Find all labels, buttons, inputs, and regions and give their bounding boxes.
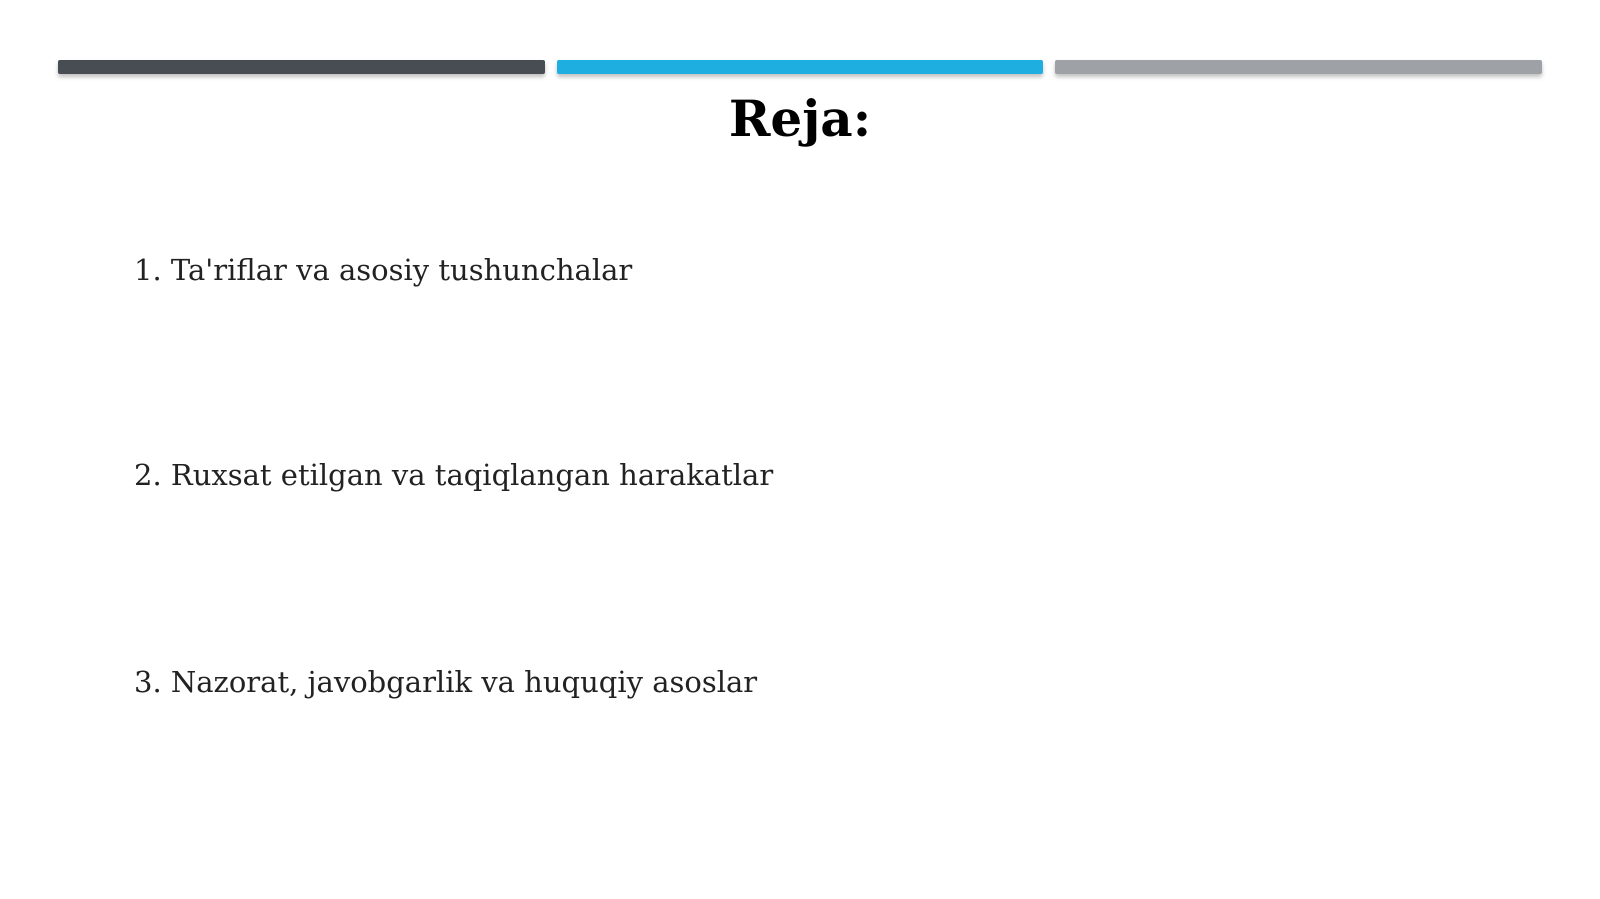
slide-title: Reja: bbox=[728, 89, 872, 148]
plan-item-definitions: 1. Ta'riflar va asosiy tushunchalar bbox=[134, 253, 633, 287]
accent-bar-dark bbox=[58, 60, 545, 74]
accent-bar-blue bbox=[557, 60, 1043, 74]
plan-item-actions: 2. Ruxsat etilgan va taqiqlangan harakatlar bbox=[134, 458, 774, 492]
plan-item-control: 3. Nazorat, javobgarlik va huquqiy asoslar bbox=[134, 665, 758, 699]
accent-bar-gray bbox=[1055, 60, 1542, 74]
